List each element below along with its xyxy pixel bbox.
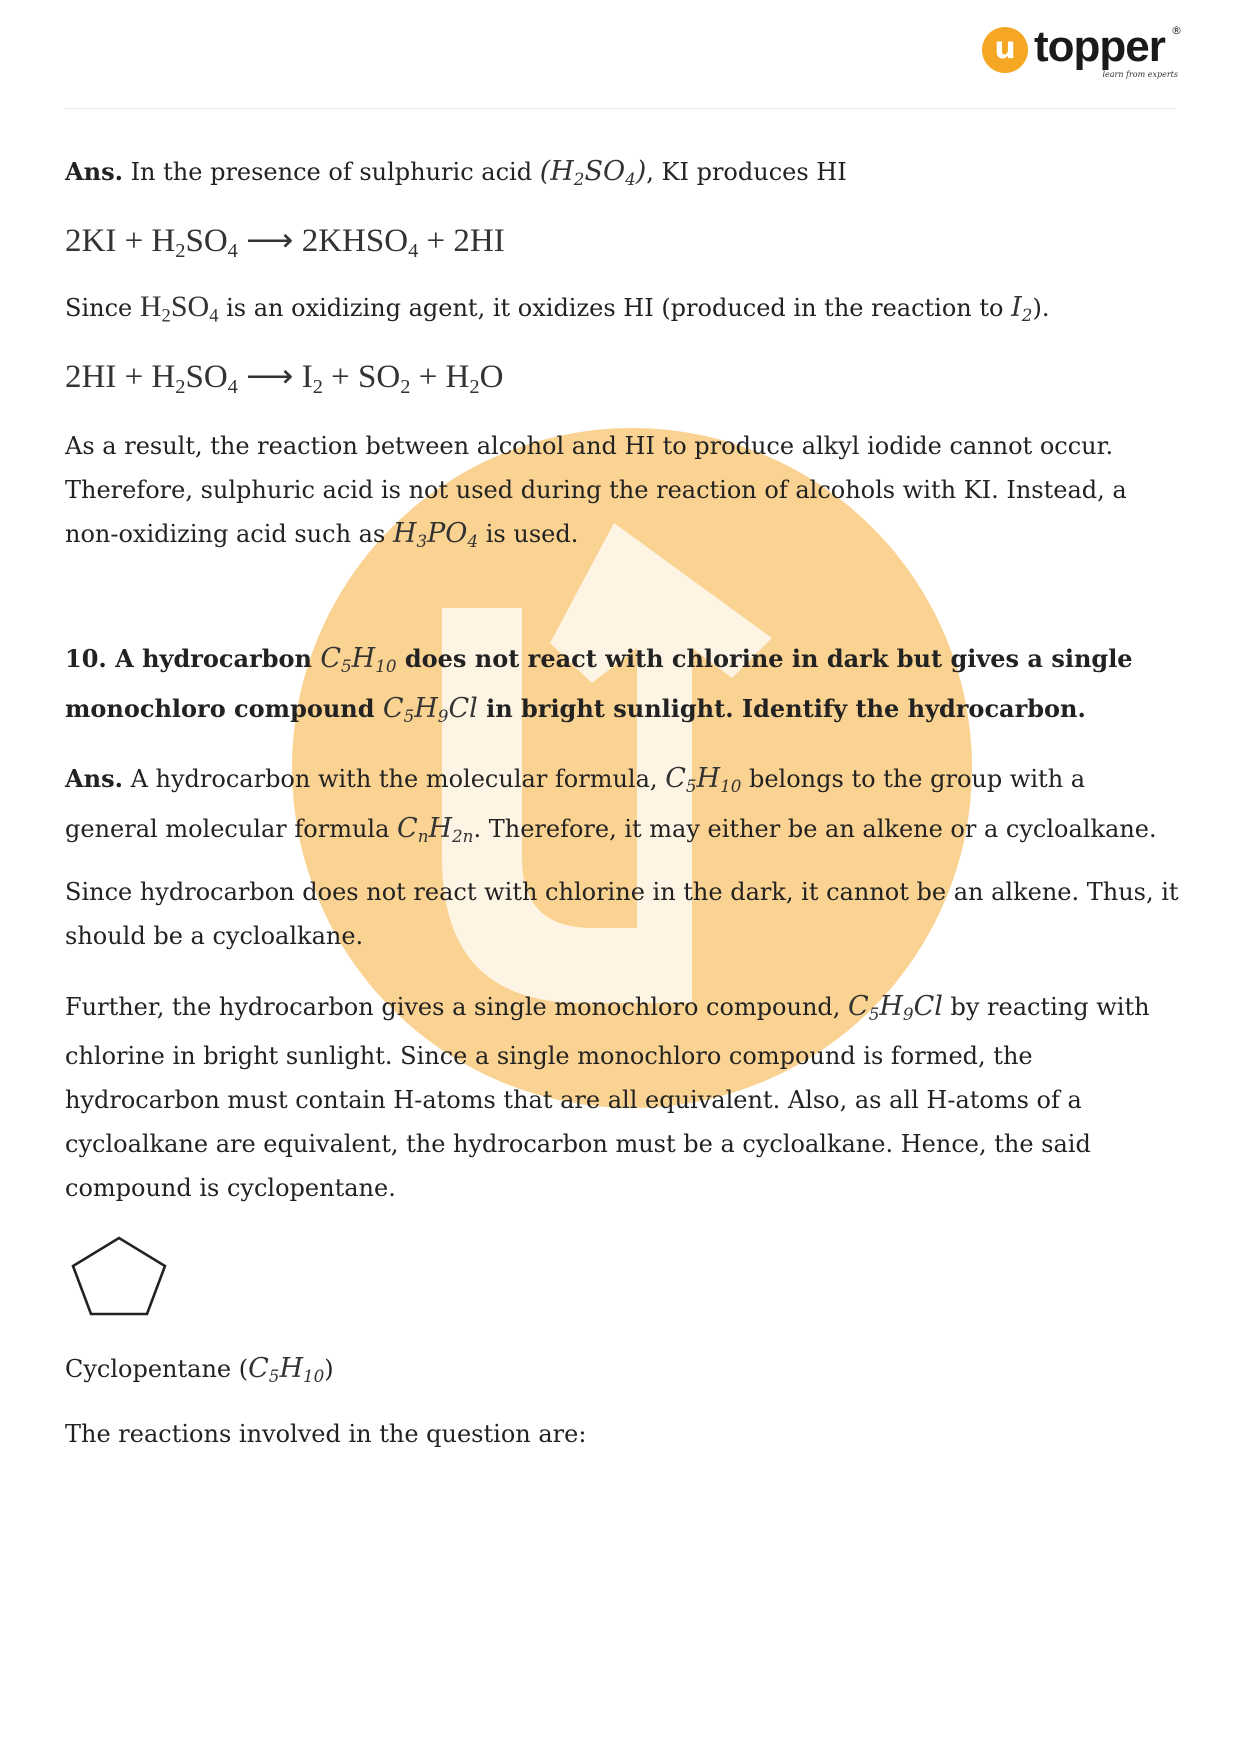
cyclopentane-reasoning: Further, the hydrocarbon gives a single monochloro compound, $C_5H_9Cl$ by reacting with chlorine in bright sunlight. Since a single monochloro compound is formed, the hydrocarbon must contain H-atoms that are all equivalent. Also, as all H-atoms of a cycloalkane are equivalent, the hydrocarbon must be a cycloalkane. Hence, the said compound is cyclopentane. — [65, 991, 1150, 1202]
equation-hi-oxidation: $2HI + H_2SO_4$ ⟶ $I_2 + SO_2 + H_2O$ — [65, 359, 504, 399]
logo-wordmark: topper — [1034, 22, 1165, 71]
logo-u-icon: u — [982, 27, 1028, 73]
answer-label: Ans. — [65, 157, 123, 186]
page-header — [0, 0, 1240, 112]
logo-tagline: learn from experts — [1102, 70, 1178, 79]
topper-logo[interactable] — [982, 22, 1182, 82]
equation-ki-h2so4: $2KI + H_2SO_4$ ⟶ $2KHSO_4 + 2HI$ — [65, 223, 505, 263]
not-alkene-paragraph: Since hydrocarbon does not react with chlorine in the dark, it cannot be an alkene. Thus, it should be a cycloalkane. — [65, 878, 1179, 950]
formula-h3po4: $H_3PO_4$ — [392, 518, 479, 552]
registered-mark: ® — [1171, 24, 1182, 37]
reactions-intro: The reactions involved in the question are: — [65, 1420, 587, 1448]
header-divider — [65, 108, 1175, 109]
question-10: 10. A hydrocarbon $C_5H_{10}$ does not react with chlorine in dark but gives a single monochloro compound $C_5H_9Cl$ in bright sunlight. Identify the hydrocarbon. — [65, 643, 1133, 727]
cyclopentane-caption: Cyclopentane $(C_5H_{10})$ — [65, 1353, 334, 1387]
formula-h2so4: $(H_2SO_4)$ — [539, 156, 647, 190]
oxidizing-agent-text: Since $H_2SO_4$ is an oxidizing agent, it oxidizes HI (produced in the reaction to $I_2$). — [65, 290, 1050, 327]
document-body — [65, 150, 1180, 1456]
result-paragraph: As a result, the reaction between alcohol and HI to produce alkyl iodide cannot occur. Therefore, sulphuric acid is not used during the reaction of alcohols with KI. Instead, a non-oxidizing acid such as $H_3PO_4$ is used. — [65, 432, 1127, 552]
answer-label: Ans. — [65, 764, 123, 793]
pentagon-icon — [65, 1232, 175, 1322]
answer-1-intro: Ans. In the presence of sulphuric acid $(H_2SO_4)$, KI produces HI — [65, 156, 847, 190]
answer-10-intro: Ans. A hydrocarbon with the molecular formula, $C_5H_{10}$ belongs to the group with a general molecular formula $C_nH_{2n}$. Therefore, it may either be an alkene or a cycloalkane. — [65, 763, 1157, 847]
cyclopentane-structure — [65, 1232, 1180, 1322]
